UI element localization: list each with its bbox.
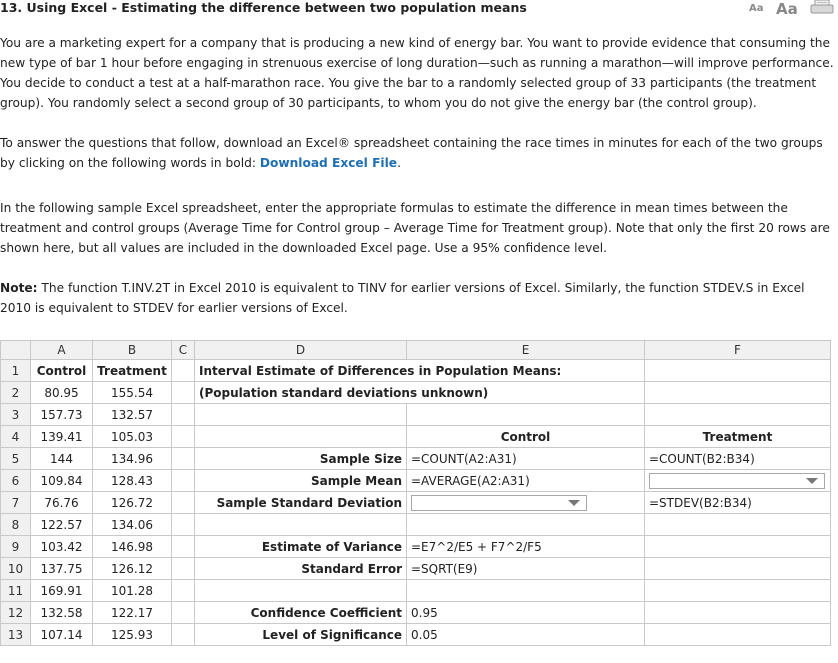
cell-a10: 137.75 bbox=[31, 558, 93, 580]
cell-c11 bbox=[172, 580, 195, 602]
cell-f5: =COUNT(B2:B34) bbox=[645, 448, 831, 470]
note-paragraph bbox=[0, 278, 836, 318]
col-header-f: F bbox=[645, 341, 831, 360]
cell-a8: 122.57 bbox=[31, 514, 93, 536]
row-number: 5 bbox=[1, 448, 31, 470]
col-header-a: A bbox=[31, 341, 93, 360]
cell-c1 bbox=[172, 360, 195, 382]
cell-f13 bbox=[645, 624, 831, 646]
scenario-paragraph: You are a marketing expert for a company that is producing a new kind of energy bar. You want to provide evidence that consuming the new type of bar 1 hour before engaging in strenuous exercise of long duration—such as running a marathon—will improve performance. You decide to conduct a test at a half-marathon race. You give the bar to a randomly selected group of 33 participants (the treatment group). You randomly select a second group of 30 participants, to whom you do not give the energy bar (the control group). bbox=[0, 36, 834, 110]
col-header-e: E bbox=[407, 341, 645, 360]
table-row bbox=[1, 426, 831, 448]
row-number: 10 bbox=[1, 558, 31, 580]
cell-b7: 126.72 bbox=[93, 492, 172, 514]
cell-a3: 157.73 bbox=[31, 404, 93, 426]
table-row bbox=[1, 382, 831, 404]
cell-e6: =AVERAGE(A2:A31) bbox=[407, 470, 645, 492]
cell-e13: 0.05 bbox=[407, 624, 645, 646]
note-text: The function T.INV.2T in Excel 2010 is equivalent to TINV for earlier versions of Excel. Similarly, the function STDEV.S in Excel 2010 is equivalent to STDEV for earlier versions of Excel. bbox=[0, 281, 805, 315]
corner-cell bbox=[1, 341, 31, 360]
col-header-c: C bbox=[172, 341, 195, 360]
cell-f6 bbox=[645, 470, 831, 492]
row-number: 9 bbox=[1, 536, 31, 558]
download-text: To answer the questions that follow, download an Excel® spreadsheet containing the race times in minutes for each of the two groups by clicking on the following words in bold: bbox=[0, 136, 823, 170]
cell-c9 bbox=[172, 536, 195, 558]
cell-a1: Control bbox=[31, 360, 93, 382]
table-row bbox=[1, 602, 831, 624]
cell-c2 bbox=[172, 382, 195, 404]
cell-a11: 169.91 bbox=[31, 580, 93, 602]
treatment-mean-dropdown[interactable] bbox=[649, 473, 825, 489]
row-number: 8 bbox=[1, 514, 31, 536]
cell-b1: Treatment bbox=[93, 360, 172, 382]
download-excel-link[interactable]: Download Excel File bbox=[259, 156, 398, 170]
cell-f12 bbox=[645, 602, 831, 624]
row-number: 7 bbox=[1, 492, 31, 514]
table-row bbox=[1, 404, 831, 426]
control-std-dev-dropdown[interactable] bbox=[411, 495, 587, 511]
cell-b12: 122.17 bbox=[93, 602, 172, 624]
table-row bbox=[1, 558, 831, 580]
cell-e7 bbox=[407, 492, 645, 514]
cell-c4 bbox=[172, 426, 195, 448]
col-header-d: D bbox=[195, 341, 407, 360]
cell-d10-std-error-label: Standard Error bbox=[195, 558, 407, 580]
row-number: 13 bbox=[1, 624, 31, 646]
cell-d1: Interval Estimate of Differences in Population Means: bbox=[195, 360, 645, 382]
cell-c5 bbox=[172, 448, 195, 470]
cell-f9 bbox=[645, 536, 831, 558]
column-header-row bbox=[1, 341, 831, 360]
table-row bbox=[1, 492, 831, 514]
cell-f2 bbox=[645, 382, 831, 404]
cell-c8 bbox=[172, 514, 195, 536]
cell-e3 bbox=[407, 404, 645, 426]
cell-a13: 107.14 bbox=[31, 624, 93, 646]
question-title: 13. Using Excel - Estimating the difference between two population means bbox=[0, 0, 527, 15]
decrease-font-button[interactable]: Aa bbox=[749, 3, 764, 14]
cell-b2: 155.54 bbox=[93, 382, 172, 404]
cell-c6 bbox=[172, 470, 195, 492]
table-row bbox=[1, 514, 831, 536]
note-label: Note: bbox=[0, 281, 38, 295]
cell-d9-variance-label: Estimate of Variance bbox=[195, 536, 407, 558]
cell-f4-treatment-header: Treatment bbox=[645, 426, 831, 448]
table-row bbox=[1, 624, 831, 646]
chevron-down-icon bbox=[806, 478, 818, 484]
chevron-down-icon bbox=[568, 500, 580, 506]
cell-f1 bbox=[645, 360, 831, 382]
increase-font-button[interactable]: Aa bbox=[776, 0, 798, 18]
cell-d7-std-dev-label: Sample Standard Deviation bbox=[195, 492, 407, 514]
cell-b5: 134.96 bbox=[93, 448, 172, 470]
cell-d13-significance-label: Level of Significance bbox=[195, 624, 407, 646]
cell-c3 bbox=[172, 404, 195, 426]
cell-e5: =COUNT(A2:A31) bbox=[407, 448, 645, 470]
table-row bbox=[1, 360, 831, 382]
row-number: 11 bbox=[1, 580, 31, 602]
cell-f7: =STDEV(B2:B34) bbox=[645, 492, 831, 514]
cell-b10: 126.12 bbox=[93, 558, 172, 580]
row-number: 2 bbox=[1, 382, 31, 404]
cell-f3 bbox=[645, 404, 831, 426]
cell-a6: 109.84 bbox=[31, 470, 93, 492]
cell-b9: 146.98 bbox=[93, 536, 172, 558]
row-number: 6 bbox=[1, 470, 31, 492]
download-paragraph bbox=[0, 133, 836, 173]
cell-c10 bbox=[172, 558, 195, 580]
cell-e10: =SQRT(E9) bbox=[407, 558, 645, 580]
cell-e12: 0.95 bbox=[407, 602, 645, 624]
cell-a9: 103.42 bbox=[31, 536, 93, 558]
cell-c7 bbox=[172, 492, 195, 514]
cell-f10 bbox=[645, 558, 831, 580]
question-header bbox=[0, 0, 838, 22]
cell-b8: 134.06 bbox=[93, 514, 172, 536]
cell-b13: 125.93 bbox=[93, 624, 172, 646]
cell-e9: =E7^2/E5 + F7^2/F5 bbox=[407, 536, 645, 558]
cell-a12: 132.58 bbox=[31, 602, 93, 624]
cell-d3 bbox=[195, 404, 407, 426]
cell-d6-sample-mean-label: Sample Mean bbox=[195, 470, 407, 492]
row-number: 1 bbox=[1, 360, 31, 382]
row-number: 12 bbox=[1, 602, 31, 624]
cell-b6: 128.43 bbox=[93, 470, 172, 492]
cell-e4-control-header: Control bbox=[407, 426, 645, 448]
cell-e8 bbox=[407, 514, 645, 536]
cell-a2: 80.95 bbox=[31, 382, 93, 404]
row-number: 3 bbox=[1, 404, 31, 426]
cell-d5-sample-size-label: Sample Size bbox=[195, 448, 407, 470]
sample-spreadsheet bbox=[0, 340, 831, 646]
print-icon[interactable] bbox=[810, 0, 834, 14]
cell-d11 bbox=[195, 580, 407, 602]
cell-c12 bbox=[172, 602, 195, 624]
table-row bbox=[1, 470, 831, 492]
download-suffix: . bbox=[397, 156, 401, 170]
row-number: 4 bbox=[1, 426, 31, 448]
cell-d8 bbox=[195, 514, 407, 536]
cell-c13 bbox=[172, 624, 195, 646]
table-row bbox=[1, 536, 831, 558]
col-header-b: B bbox=[93, 341, 172, 360]
cell-d2: (Population standard deviations unknown) bbox=[195, 382, 645, 404]
cell-b4: 105.03 bbox=[93, 426, 172, 448]
cell-e11 bbox=[407, 580, 645, 602]
cell-b3: 132.57 bbox=[93, 404, 172, 426]
cell-d4 bbox=[195, 426, 407, 448]
table-row bbox=[1, 448, 831, 470]
instructions-paragraph: In the following sample Excel spreadsheet, enter the appropriate formulas to estimate the difference in mean times between the treatment and control groups (Average Time for Control group – Average Time for Treatment group). Note that only the first 20 rows are shown here, but all values are included in the downloaded Excel page. Use a 95% confidence level. bbox=[0, 201, 830, 255]
cell-a4: 139.41 bbox=[31, 426, 93, 448]
cell-f8 bbox=[645, 514, 831, 536]
cell-d12-confidence-label: Confidence Coefficient bbox=[195, 602, 407, 624]
cell-f11 bbox=[645, 580, 831, 602]
cell-a5: 144 bbox=[31, 448, 93, 470]
cell-b11: 101.28 bbox=[93, 580, 172, 602]
table-row bbox=[1, 580, 831, 602]
cell-a7: 76.76 bbox=[31, 492, 93, 514]
